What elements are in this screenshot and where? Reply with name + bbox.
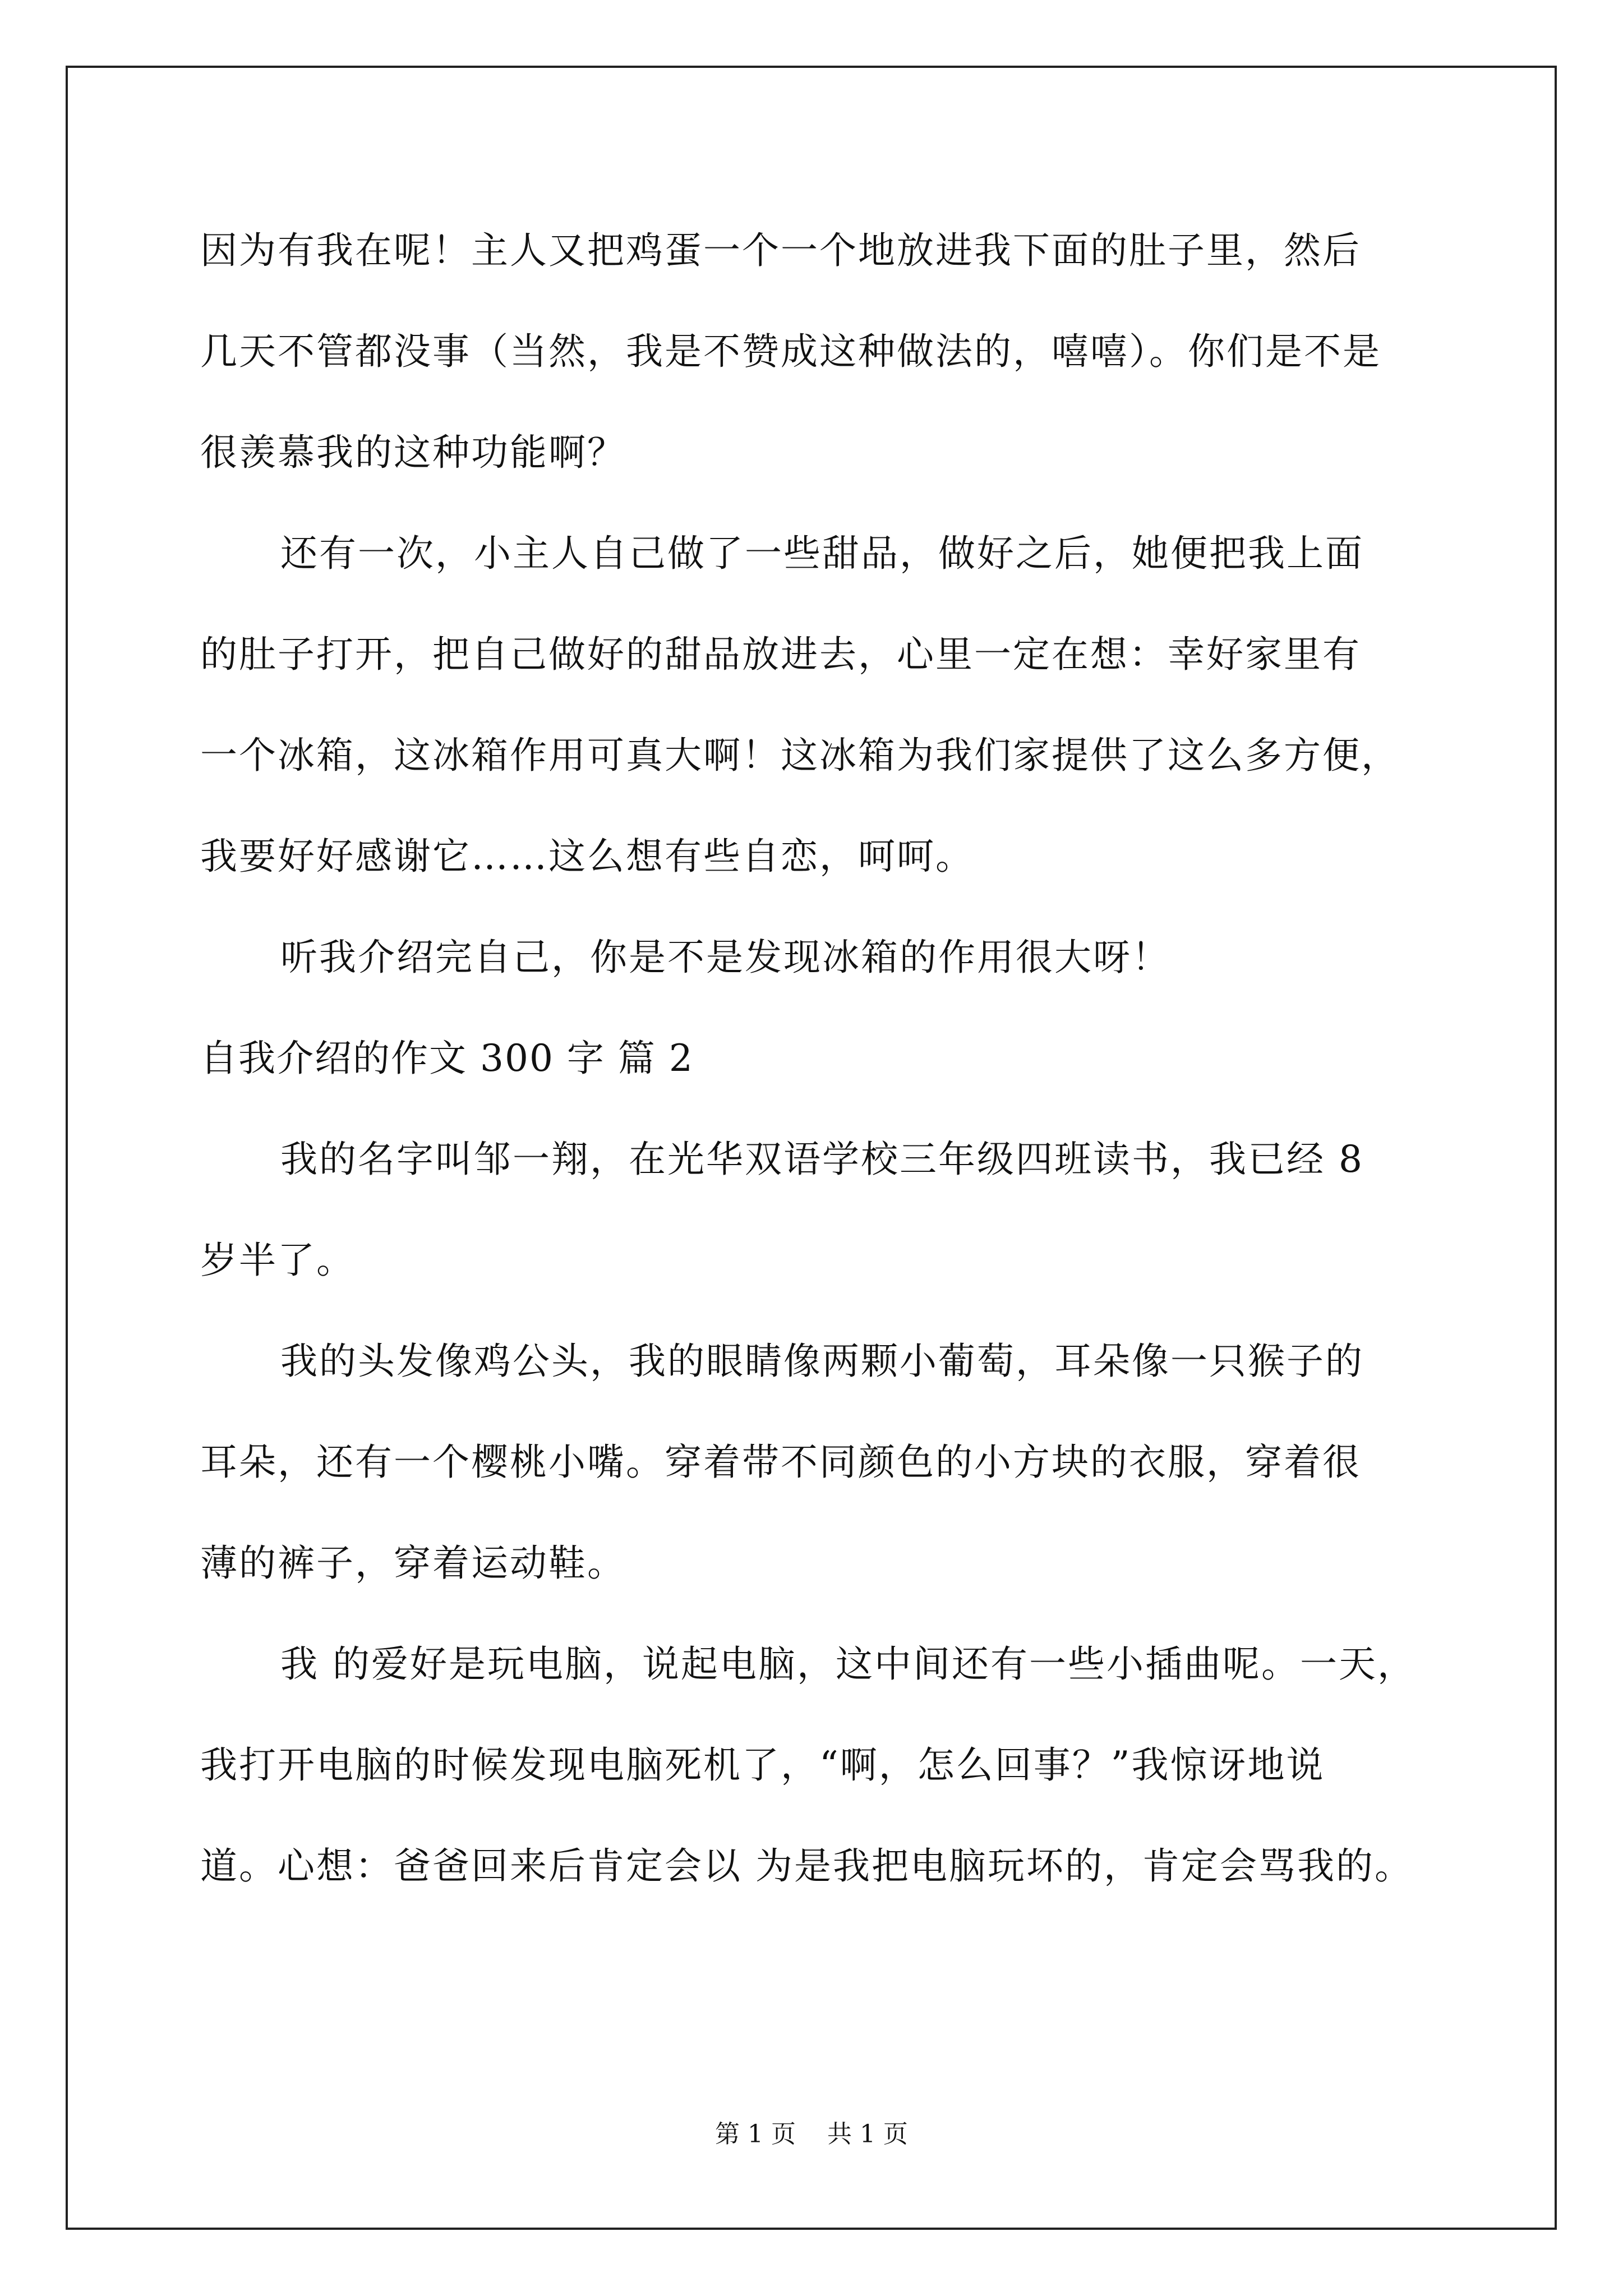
text-line-7: 我要好好感谢它……这么想有些自恋，呵呵。 <box>200 835 974 878</box>
text-line-2: 几天不管都没事（当然，我是不赞成这种做法的，嘻嘻）。你们是不是 <box>200 330 1381 373</box>
text-line-13: 耳朵，还有一个樱桃小嘴。穿着带不同颜色的小方块的衣服，穿着很 <box>200 1441 1361 1484</box>
section-heading: 自我介绍的作文 300 字 篇 2 <box>200 1037 694 1080</box>
text-line-5: 的肚子打开，把自己做好的甜品放进去，心里一定在想：幸好家里有 <box>200 633 1361 676</box>
text-line-6: 一个冰箱，这冰箱作用可真大啊！这冰箱为我们家提供了这么多方便， <box>200 734 1400 777</box>
text-line-3: 很羡慕我的这种功能啊？ <box>200 431 626 474</box>
text-line-14: 薄的裤子，穿着运动鞋。 <box>200 1542 626 1585</box>
text-line-4: 还有一次，小主人自己做了一些甜品，做好之后，她便把我上面 <box>280 532 1364 575</box>
text-line-17: 道。心想：爸爸回来后肯定会以 为是我把电脑玩坏的，肯定会骂我的。 <box>200 1844 1413 1888</box>
text-line-10: 我的名字叫邹一翔，在光华双语学校三年级四班读书，我已经 8 <box>280 1138 1364 1181</box>
text-line-12: 我的头发像鸡公头，我的眼睛像两颗小葡萄，耳朵像一只猴子的 <box>280 1340 1364 1383</box>
text-line-15: 我 的爱好是玩电脑，说起电脑，这中间还有一些小插曲呢。一天， <box>280 1642 1416 1686</box>
page-footer: 第 1 页 共 1 页 <box>715 2120 908 2148</box>
text-line-16: 我打开电脑的时候发现电脑死机了，“啊，怎么回事？”我惊讶地说 <box>200 1743 1325 1787</box>
text-line-11: 岁半了。 <box>200 1239 355 1282</box>
text-line-1: 因为有我在呢！主人又把鸡蛋一个一个地放进我下面的肚子里，然后 <box>200 229 1361 272</box>
text-line-8: 听我介绍完自己，你是不是发现冰箱的作用很大呀！ <box>280 936 1170 979</box>
